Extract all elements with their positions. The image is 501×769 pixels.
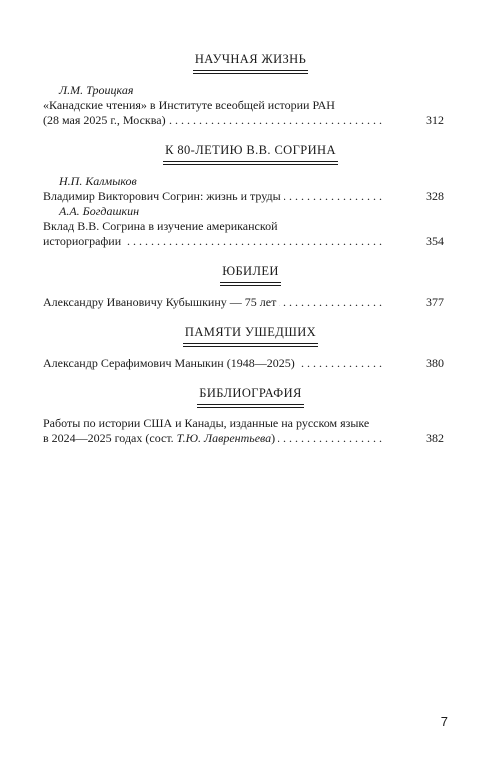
section-heading-jubilees [0, 264, 501, 283]
section-heading-text: К 80-ЛЕТИЮ В.В. СОГРИНА [163, 143, 338, 162]
section-heading-scientific-life [0, 52, 501, 71]
entry-page-number: 377 [426, 295, 444, 309]
entry-title-line-dotted: историографии . . . [43, 234, 383, 249]
section-heading-bibliography [0, 386, 501, 405]
entry-page-number: 354 [426, 234, 444, 248]
entry-page-number: 312 [426, 113, 444, 127]
entry-author: Н.П. Калмыков [59, 174, 137, 188]
entry-title-line-dotted: в 2024—2025 годах (сост. Т.Ю. Лаврентьева) . . . [43, 431, 383, 446]
section-heading-sogrin-anniversary [0, 143, 501, 162]
entry-title-line-dotted: (28 мая 2025 г., Москва) . . . [43, 113, 383, 128]
entry-author: Л.М. Троицкая [59, 83, 134, 97]
entry-author: А.А. Богдашкин [59, 204, 140, 218]
section-heading-text: ЮБИЛЕИ [220, 264, 281, 283]
entry-page-number: 380 [426, 356, 444, 370]
entry-title-line: Вклад В.В. Согрина в изучение американской [43, 219, 383, 234]
section-heading-text: НАУЧНАЯ ЖИЗНЬ [193, 52, 308, 71]
entry-title-line-dotted: Владимир Викторович Согрин: жизнь и труды . . . [43, 189, 383, 204]
entry-title-line-dotted: Александр Серафимович Маныкин (1948—2025) . . . [43, 356, 383, 371]
entry-page-number: 382 [426, 431, 444, 445]
entry-title-line: «Канадские чтения» в Институте всеобщей истории РАН [43, 98, 383, 113]
entry-title-line-dotted: Александру Ивановичу Кубышкину — 75 лет . . . [43, 295, 383, 310]
entry-page-number: 328 [426, 189, 444, 203]
section-heading-in-memoriam [0, 325, 501, 344]
entry-title-line: Работы по истории США и Канады, изданные на русском языке [43, 416, 383, 431]
page-folio: 7 [440, 714, 448, 729]
section-heading-text: БИБЛИОГРАФИЯ [197, 386, 303, 405]
compiler-name: Т.Ю. Лаврентьева [176, 431, 272, 445]
section-heading-text: ПАМЯТИ УШЕДШИХ [183, 325, 318, 344]
